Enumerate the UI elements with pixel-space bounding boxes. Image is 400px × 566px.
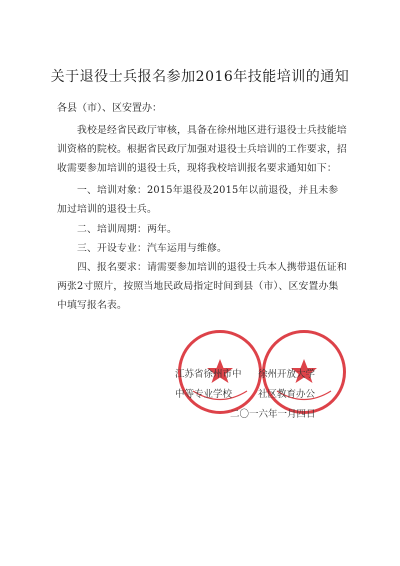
item-text-4: 四、报名要求：请需要参加培训的退役士兵本人携带退伍证和两张2寸照片，按照当地民政局指定时间到县（市）、区安置办集中填写报名表。	[57, 262, 347, 311]
intro-text: 我校是经省民政厅审核，具备在徐州地区进行退役士兵技能培训资格的院校。根据省民政厅加强对退役士兵培训的工作要求，招收需要参加培训的退役士兵，现将我校培训报名要求通知如下：	[57, 125, 347, 174]
signature-org2-line1: 徐州开放大学	[258, 369, 316, 380]
intro-paragraph	[57, 121, 347, 178]
page-title: 关于退役士兵报名参加2016年技能培训的通知	[50, 69, 350, 85]
signature-org2-line2: 社区教育办公	[258, 389, 316, 400]
item-paragraph-2	[57, 220, 347, 239]
item-paragraph-1	[57, 181, 347, 219]
item-paragraph-4	[57, 258, 347, 315]
signature-org1-line2: 中等专业学校	[175, 389, 233, 400]
item-text-3: 三、开设专业：汽车运用与维修。	[77, 243, 227, 254]
signature-org1-line1: 江苏省徐州市中	[175, 369, 242, 380]
item-text-2: 二、培训周期：两年。	[77, 224, 177, 235]
document-date: 二〇一六年一月四日	[230, 409, 316, 420]
item-text-1: 一、培训对象：2015年退役及2015年以前退役，并且未参加过培训的退役士兵。	[57, 185, 339, 215]
item-paragraph-3	[57, 239, 347, 258]
salutation: 各县（市）、区安置办：	[57, 103, 162, 114]
